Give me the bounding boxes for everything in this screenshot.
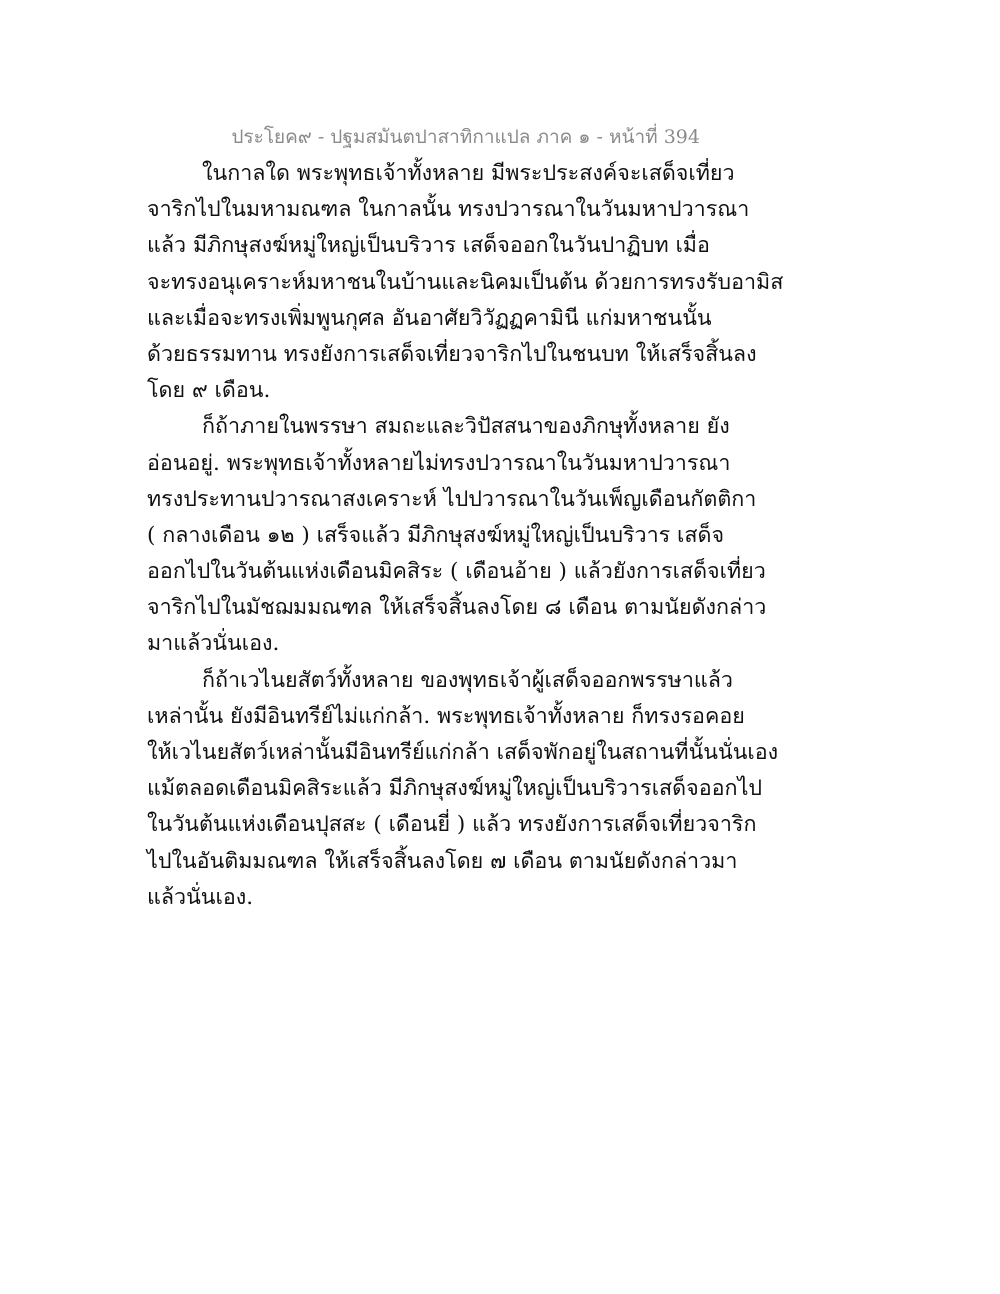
paragraph-1-line-3: แล้ว มีภิกษุสงฆ์หมู่ใหญ่เป็นบริวาร เสด็จออกในวันปาฏิบท เมื่อ xyxy=(147,233,710,259)
paragraph-1-line-4: จะทรงอนุเคราะห์มหาชนในบ้านและนิคมเป็นต้น ด้วยการทรงรับอามิส xyxy=(147,269,784,295)
paragraph-3-line-5: ในวันต้นแห่งเดือนปุสสะ ( เดือนยี่ ) แล้ว ทรงยังการเสด็จเที่ยวจาริก xyxy=(147,812,757,838)
paragraph-2-line-7: มาแล้วนั่นเอง. xyxy=(147,631,280,657)
paragraph-1-line-7: โดย ๙ เดือน. xyxy=(147,378,271,404)
paragraph-2-line-3: ทรงประทานปวารณาสงเคราะห์ ไปปวารณาในวันเพ็ญเดือนกัตติกา xyxy=(147,486,757,512)
running-header: ประโยค๙ - ปฐมสมันตปาสาทิกาแปล ภาค ๑ - หน้าที่ 394 xyxy=(231,126,700,148)
paragraph-1-line-2: จาริกไปในมหามณฑล ในกาลนั้น ทรงปวารณาในวันมหาปวารณา xyxy=(147,197,750,223)
paragraph-2-line-5: ออกไปในวันต้นแห่งเดือนมิคสิระ ( เดือนอ้าย ) แล้วยังการเสด็จเที่ยว xyxy=(147,559,766,585)
body-text xyxy=(147,156,784,916)
paragraph-1-line-5: และเมื่อจะทรงเพิ่มพูนกุศล อันอาศัยวิวัฏฏคามินี แก่มหาชนนั้น xyxy=(147,305,712,331)
paragraph-3-line-2: เหล่านั้น ยังมีอินทรีย์ไม่แก่กล้า. พระพุทธเจ้าทั้งหลาย ก็ทรงรอคอย xyxy=(147,703,745,729)
paragraph-3-line-6: ไปในอันติมมณฑล ให้เสร็จสิ้นลงโดย ๗ เดือน ตามนัยดังกล่าวมา xyxy=(147,848,738,874)
paragraph-3-line-7: แล้วนั่นเอง. xyxy=(147,884,254,910)
paragraph-3-line-3: ให้เวไนยสัตว์เหล่านั้นมีอินทรีย์แก่กล้า เสด็จพักอยู่ในสถานที่นั้นนั่นเอง xyxy=(147,740,779,765)
paragraph-1-line-1: ในกาลใด พระพุทธเจ้าทั้งหลาย มีพระประสงค์จะเสด็จเที่ยว xyxy=(202,161,735,186)
paragraph-3-line-4: แม้ตลอดเดือนมิคสิระแล้ว มีภิกษุสงฆ์หมู่ใหญ่เป็นบริวารเสด็จออกไป xyxy=(147,776,763,802)
paragraph-2-line-6: จาริกไปในมัชฌมมณฑล ให้เสร็จสิ้นลงโดย ๘ เดือน ตามนัยดังกล่าว xyxy=(147,595,767,621)
paragraph-3-line-1: ก็ถ้าเวไนยสัตว์ทั้งหลาย ของพุทธเจ้าผู้เสด็จออกพรรษาแล้ว xyxy=(202,667,734,693)
paragraph-2-line-4: ( กลางเดือน ๑๒ ) เสร็จแล้ว มีภิกษุสงฆ์หมู่ใหญ่เป็นบริวาร เสด็จ xyxy=(147,522,725,548)
paragraph-2-line-1: ก็ถ้าภายในพรรษา สมถะและวิปัสสนาของภิกษุทั้งหลาย ยัง xyxy=(202,414,730,440)
paragraph-1-line-6: ด้วยธรรมทาน ทรงยังการเสด็จเที่ยวจาริกไปในชนบท ให้เสร็จสิ้นลง xyxy=(147,341,757,367)
paragraph-2-line-2: อ่อนอยู่. พระพุทธเจ้าทั้งหลายไม่ทรงปวารณาในวันมหาปวารณา xyxy=(147,450,731,476)
